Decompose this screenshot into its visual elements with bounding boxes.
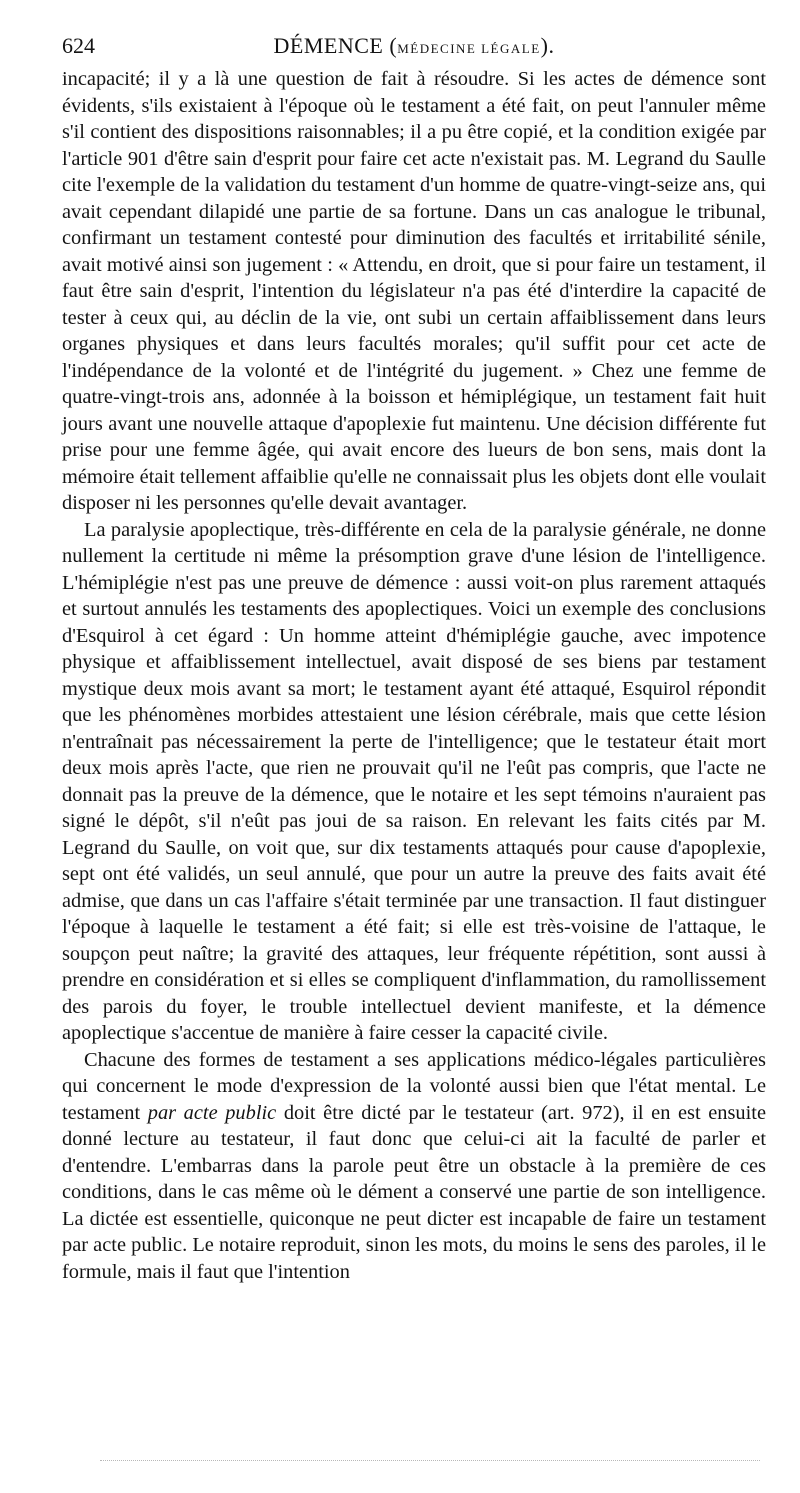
page-header <box>62 28 766 64</box>
paragraph-1-text: incapacité; il y a là une question de fait à résoudre. Si les actes de démence sont évidents, s'ils existaient à l'époque où le testament a été fait, on peut l'annuler même s'il contient des dispositions raisonnables; il a pu être copié, et la condition exigée par l'article 901 d'être sain d'esprit pour faire cet acte n'existait pas. M. Legrand du Saulle cite l'exemple de la validation du testament d'un homme de quatre-vingt-seize ans, qui avait cependant dilapidé une partie de sa fortune. Dans un cas analogue le tribunal, confirmant un testament contesté pour diminution des facultés et irritabilité sénile, avait motivé ainsi son jugement : « Attendu, en droit, que si pour faire un testament, il faut être sain d'esprit, l'intention du législateur n'a pas été d'interdire la capacité de tester à ceux qui, au déclin de la vie, ont subi un certain affaiblissement dans leurs organes physiques et dans leurs facultés morales; qu'il suffit pour cet acte de l'indépendance de la volonté et de l'intégrité du jugement. » Chez une femme de quatre-vingt-trois ans, adonnée à la boisson et hémiplégique, un testament fait huit jours avant une nouvelle attaque d'apoplexie fut maintenu. Une décision différente fut prise pour une femme âgée, qui avait encore des lueurs de bon sens, mais dont la mémoire était tellement affaiblie qu'elle ne connaissait plus les objets dont elle voulait disposer ni les personnes qu'elle devait avantager. <box>62 68 766 514</box>
paragraph-3-text-start: Chacune des formes de testament a ses applications médico-légales particulières qui concernent le mode d'expression de la volonté aussi bien que l'état mental. Le testament <box>62 1048 766 1124</box>
running-title-close: ). <box>540 33 555 58</box>
running-title-open: ( <box>383 33 398 58</box>
paragraph-1 <box>62 66 766 517</box>
running-title-subtitle: MÉDECINE LÉGALE <box>397 41 541 56</box>
running-title <box>62 28 766 67</box>
paragraph-3-emphasis: par acte public <box>147 1101 277 1124</box>
page-number: 624 <box>62 33 95 58</box>
body-text <box>62 66 766 1285</box>
paragraph-2-text: La paralysie apoplectique, très-différente en cela de la paralysie générale, ne donne nullement la certitude ni même la présomption grave d'une lésion de l'intelligence. L'hémiplégie n'est pas une preuve de démence : aussi voit-on plus rarement attaqués et surtout annulés les testaments des apoplectiques. Voici un exemple des conclusions d'Esquirol à cet égard : Un homme atteint d'hémiplégie gauche, avec impotence physique et affaiblissement intellectuel, avait disposé de ses biens par testament mystique deux mois avant sa mort; le testament ayant été attaqué, Esquirol répondit que les phénomènes morbides attestaient une lésion cérébrale, mais que cette lésion n'entraînait pas nécessairement la perte de l'intelligence; que le testateur était mort deux mois après l'acte, que rien ne prouvait qu'il ne l'eût pas compris, que l'acte ne donnait pas la preuve de la démence, que le notaire et les sept témoins n'auraient pas signé le dépôt, s'il n'eût pas joui de sa raison. En relevant les faits cités par M. Legrand du Saulle, on voit que, sur dix testaments attaqués pour cause d'apoplexie, sept ont été validés, un seul annulé, que pour un autre la preuve des faits avait été admise, que dans un cas l'affaire s'était terminée par une transaction. Il faut distinguer l'époque à laquelle le testament a été fait; si elle est très-voisine de l'attaque, le soupçon peut naître; la gravité des attaques, leur fréquente répétition, sont aussi à prendre en considération et si elles se compliquent d'inflammation, du ramollissement des parois du foyer, le trouble intellectuel devient manifeste, et la démence apoplectique s'accentue de manière à faire cesser la capacité civile. <box>62 518 766 1044</box>
running-title-main: DÉMENCE <box>273 33 384 58</box>
paragraph-3-text-end: doit être dicté par le testateur (art. 972), il en est ensuite donné lecture au testateur, il faut donc que celui-ci ait la faculté de parler et d'entendre. L'embarras dans la parole peut être un obstacle à la première de ces conditions, dans le cas même où le dément a conservé une partie de son intelligence. La dictée est essentielle, quiconque ne peut dicter est incapable de faire un testament par acte public. Le notaire reproduit, sinon les mots, du moins le sens des paroles, il le formule, mais il faut que l'intention <box>62 1101 767 1283</box>
paragraph-3 <box>62 1047 766 1286</box>
footer-rule <box>100 1460 760 1461</box>
paragraph-2 <box>62 517 766 1047</box>
